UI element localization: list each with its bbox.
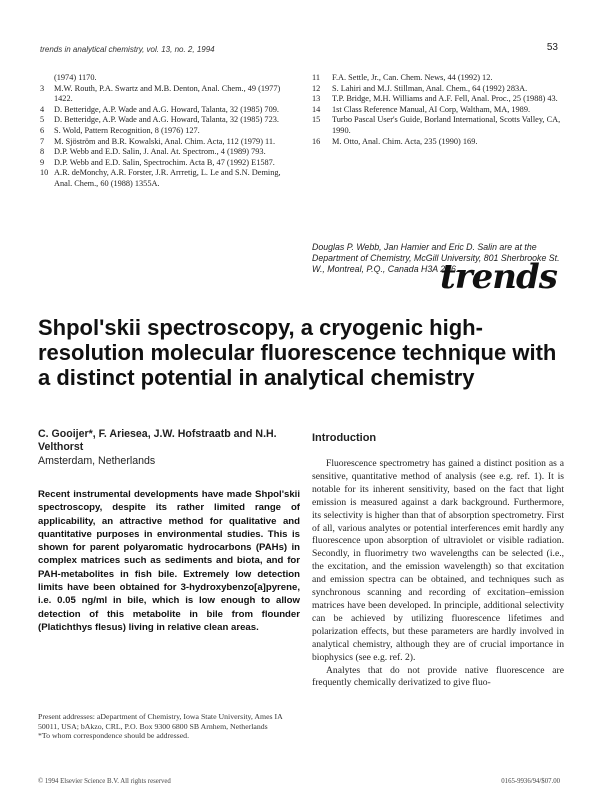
reference-text: S. Wold, Pattern Recognition, 8 (1976) 127.: [54, 125, 200, 135]
reference-number: 6: [40, 125, 45, 135]
reference-item: [34, 168, 282, 189]
reference-text: A.R. deMonchy, A.R. Forster, J.R. Arrretig, L. Le and S.N. Deming, Anal. Chem., 60 (1988) 1355A.: [54, 168, 281, 188]
reference-item: [308, 115, 562, 136]
article-title: Shpol'skii spectroscopy, a cryogenic high-resolution molecular fluorescence technique with a distinct potential in analytical chemistry: [38, 315, 557, 390]
reference-item: [34, 158, 282, 169]
body-paragraph: Fluorescence spectrometry has gained a distinct position as a sensitive, quantitative method of analysis (see e.g. ref. 1). It is notable for its inherent sensitivity, based on the fact that light emission is measured against a dark background. Furthermore, its selectivity is higher than that of absorption spectrometry. First of all, various analytes or potential interferences emit hardly any fluorescence upon absorption of ultraviolet or visible radiation. Secondly, in fluorimetry two wavelengths can be selected (i.e., the excitation, and the emission wavelength) so that excitation and emission spectra can be obtained, and techniques such as synchronous scanning and recording of excitation–emission matrices have been developed. In principle, additional selectivity can be achieved by utilizing fluorescence lifetimes and polarization effects, but these parameters are hardly involved in analytical chemistry, although they are of crucial importance in biophysics (see e.g. ref. 2).: [312, 458, 564, 663]
reference-number: 14: [312, 104, 321, 114]
footnote-addresses: Present addresses: aDepartment of Chemistry, Iowa State University, Ames IA 50011, USA; bAkzo, CRL, P.O. Box 9300 6800 SB Arnhem, Netherlands: [38, 712, 283, 731]
reference-number: 7: [40, 136, 45, 146]
issn-footer: 0165-9936/94/$07.00: [501, 778, 560, 785]
copyright-footer: © 1994 Elsevier Science B.V. All rights reserved: [38, 778, 171, 785]
reference-item: [308, 105, 562, 116]
abstract: Recent instrumental developments have made Shpol'skii spectroscopy, despite its rather limited range of applicability, an attractive method for qualitative and quantitative purposes in environmental studies. This is shown for parent polyaromatic hydrocarbons (PAHs) in complex matrices such as sediments and biota, and for PAH-metabolites in fish bile. Extremely low detection limits have been obtained for 3-hydroxybenzo[a]pyrene, i.e. 0.05 ng/ml in bile, which is low enough to allow detection of this metabolite in bile from flounder (Platichthys flesus) living in relative clean areas.: [38, 489, 300, 633]
section-heading: Introduction: [312, 432, 377, 444]
reference-item: [34, 147, 282, 158]
reference-text: (1974) 1170.: [54, 73, 97, 82]
article-authors: C. Gooijer*, F. Ariesea, J.W. Hofstraatb and N.H. Velthorst: [38, 428, 277, 453]
reference-item: [34, 115, 282, 126]
reference-item: [308, 94, 562, 105]
reference-text: D.P. Webb and E.D. Salin, Spectrochim. Acta B, 47 (1992) E1587.: [54, 157, 275, 167]
reference-text: F.A. Settle, Jr., Can. Chem. News, 44 (1992) 12.: [332, 73, 493, 82]
page-number: 53: [546, 42, 558, 53]
reference-text: Turbo Pascal User's Guide, Borland International, Scotts Valley, CA, 1990.: [332, 115, 561, 135]
author-affiliation: Douglas P. Webb, Jan Hamier and Eric D. Salin are at the Department of Chemistry, McGill University, 801 Sherbrooke St. W., Montreal, P.Q., Canada H3A 2K6.: [312, 242, 560, 275]
author-location: Amsterdam, Netherlands: [38, 455, 156, 467]
reference-item: [34, 105, 282, 116]
reference-number: 3: [40, 83, 45, 93]
running-header: trends in analytical chemistry, vol. 13, no. 2, 1994: [40, 45, 215, 54]
reference-number: 9: [40, 157, 45, 167]
reference-number: 13: [312, 94, 321, 104]
reference-text: D.P. Webb and E.D. Salin, J. Anal. At. Spectrom., 4 (1989) 793.: [54, 147, 266, 157]
references-right-column: [308, 73, 562, 147]
footnotes: [38, 712, 300, 741]
reference-number: 15: [312, 115, 321, 125]
reference-text: M. Sjöström and B.R. Kowalski, Anal. Chim. Acta, 112 (1979) 11.: [54, 136, 276, 146]
reference-text: D. Betteridge, A.P. Wade and A.G. Howard, Talanta, 32 (1985) 723.: [54, 115, 279, 125]
reference-number: 8: [40, 147, 45, 157]
reference-item: [34, 137, 282, 148]
reference-number: 5: [40, 115, 45, 125]
reference-item: [34, 84, 282, 105]
references-left-column: [34, 73, 282, 190]
reference-text: D. Betteridge, A.P. Wade and A.G. Howard, Talanta, 32 (1985) 709.: [54, 104, 279, 114]
reference-number: 12: [312, 83, 321, 93]
reference-text: S. Lahiri and M.J. Stillman, Anal. Chem., 64 (1992) 283A.: [332, 83, 528, 93]
reference-item: [34, 126, 282, 137]
reference-item: [308, 84, 562, 95]
reference-item: [308, 137, 562, 148]
reference-text: M. Otto, Anal. Chim. Acta, 235 (1990) 169.: [332, 136, 478, 146]
reference-number: 11: [312, 73, 320, 82]
reference-item: [34, 73, 282, 84]
reference-text: M.W. Routh, P.A. Swartz and M.B. Denton, Anal. Chem., 49 (1977) 1422.: [54, 83, 281, 104]
reference-text: T.P. Bridge, M.H. Williams and A.F. Fell, Anal. Proc., 25 (1988) 43.: [332, 94, 558, 104]
reference-text: 1st Class Reference Manual, AI Corp, Waltham, MA, 1989.: [332, 104, 531, 114]
trends-logo: trends: [440, 257, 557, 297]
footnote-correspondence: *To whom correspondence should be addressed.: [38, 731, 190, 741]
reference-number: 10: [40, 168, 49, 178]
reference-number: 4: [40, 104, 45, 114]
body-paragraph: Analytes that do not provide native fluorescence are frequently chemically derivatized to give fluo-: [312, 664, 564, 689]
body-text: [312, 458, 564, 690]
reference-number: 16: [312, 136, 321, 146]
reference-item: [308, 73, 562, 84]
